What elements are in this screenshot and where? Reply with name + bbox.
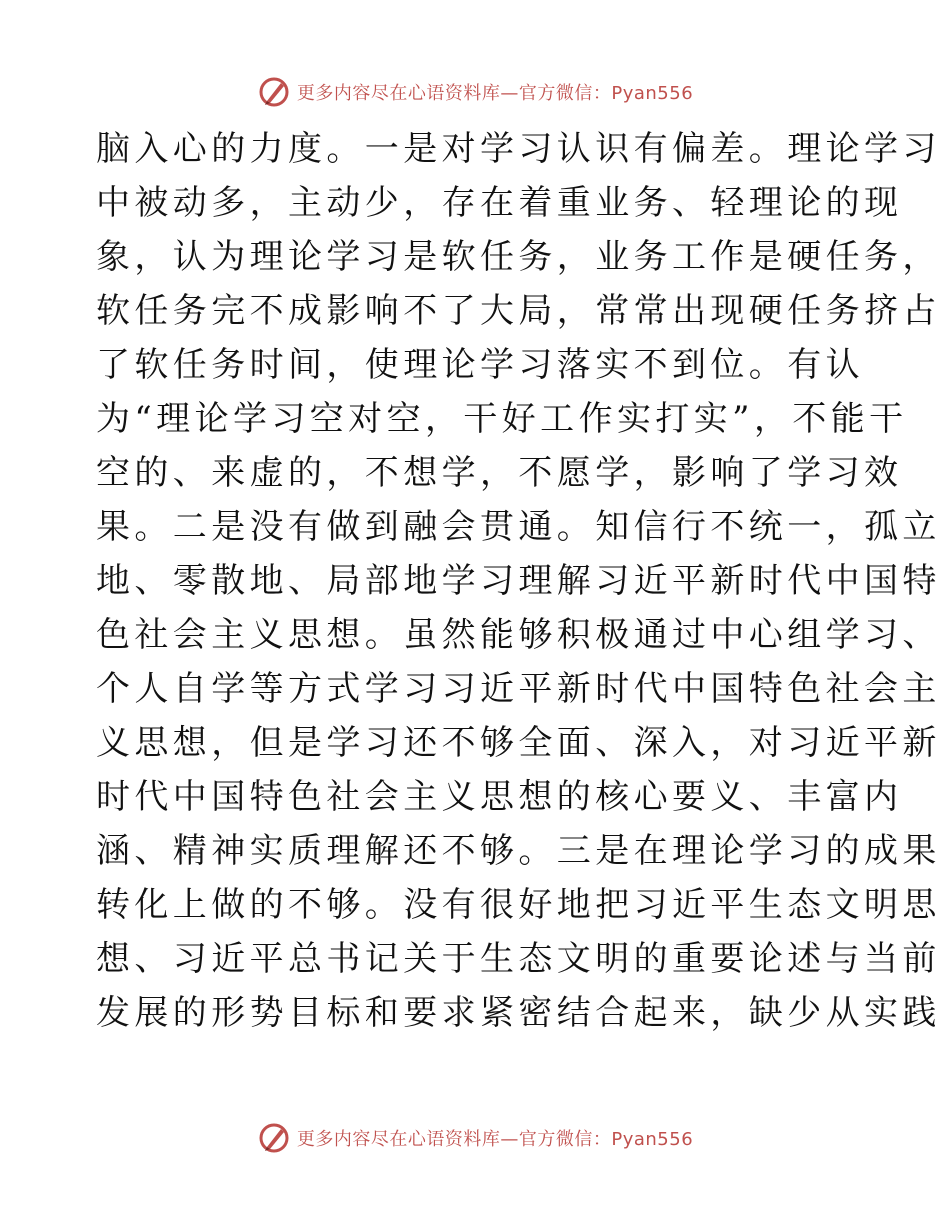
- footer-watermark: [0, 1118, 950, 1158]
- document-body: [96, 122, 941, 1040]
- body-line-9: 地、零散地、局部地学习理解习近平新时代中国特: [96, 561, 941, 601]
- pen-logo-icon: [257, 1121, 291, 1155]
- body-line-17: 发展的形势目标和要求紧密结合起来，缺少从实践: [96, 993, 941, 1033]
- body-line-16: 想、习近平总书记关于生态文明的重要论述与当前: [96, 939, 941, 979]
- body-line-8: 果。二是没有做到融会贯通。知信行不统一，孤立: [96, 507, 941, 547]
- body-line-2: 中被动多，主动少，存在着重业务、轻理论的现: [96, 183, 903, 223]
- body-line-1: 脑入心的力度。一是对学习认识有偏差。理论学习: [96, 129, 941, 169]
- body-line-10: 色社会主义思想。虽然能够积极通过中心组学习、: [96, 615, 941, 655]
- body-line-13: 时代中国特色社会主义思想的核心要义、丰富内: [96, 777, 903, 817]
- body-line-15: 转化上做的不够。没有很好地把习近平生态文明思: [96, 885, 941, 925]
- header-watermark-text: 更多内容尽在心语资料库—官方微信：Pyan556: [296, 83, 694, 104]
- body-line-6: 为“理论学习空对空，干好工作实打实”，不能干: [96, 399, 908, 439]
- body-line-4: 软任务完不成影响不了大局，常常出现硬任务挤占: [96, 291, 941, 331]
- body-line-7: 空的、来虚的，不想学，不愿学，影响了学习效: [96, 453, 903, 493]
- footer-watermark-text: 更多内容尽在心语资料库—官方微信：Pyan556: [296, 1129, 694, 1150]
- body-line-3: 象，认为理论学习是软任务，业务工作是硬任务，: [96, 237, 941, 277]
- body-line-11: 个人自学等方式学习习近平新时代中国特色社会主: [96, 669, 941, 709]
- body-line-12: 义思想，但是学习还不够全面、深入，对习近平新: [96, 723, 941, 763]
- header-watermark: [0, 72, 950, 112]
- body-line-14: 涵、精神实质理解还不够。三是在理论学习的成果: [96, 831, 941, 871]
- pen-logo-icon: [257, 75, 291, 109]
- body-line-5: 了软任务时间，使理论学习落实不到位。有认: [96, 345, 864, 385]
